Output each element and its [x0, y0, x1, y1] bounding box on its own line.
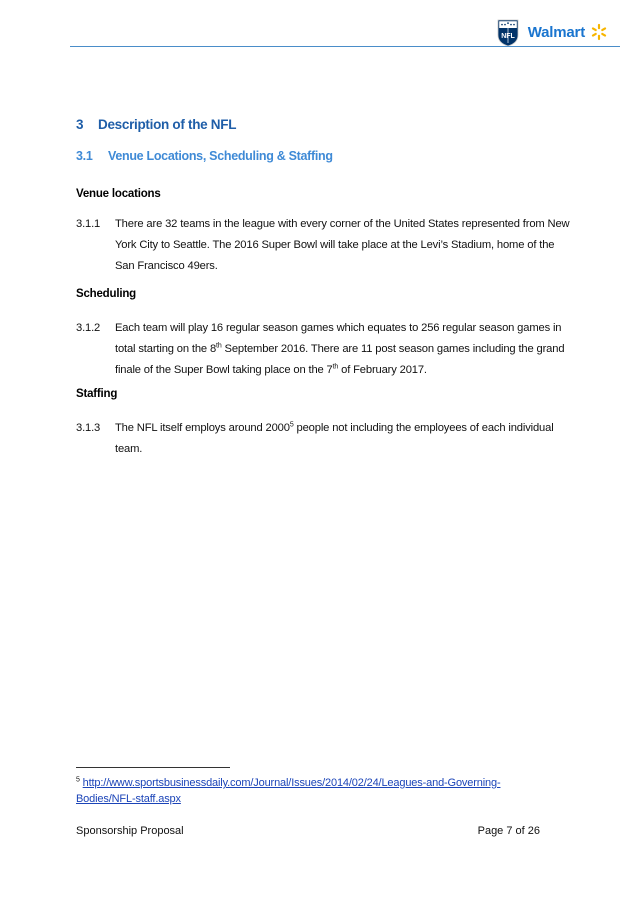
walmart-logo-text: Walmart	[527, 23, 585, 41]
paragraph-text-part: people not including the employees of each individual team.	[115, 422, 554, 455]
section-title: Description of the NFL	[98, 117, 237, 132]
paragraph-text-part: September 2016. There are 11 post season games including the grand finale of the Super Bowl taking place on the 7	[115, 343, 565, 376]
nfl-logo-text: NFL	[500, 33, 515, 40]
subsection-title: Venue Locations, Scheduling & Staffing	[108, 149, 333, 163]
section-number: 3	[76, 117, 84, 132]
paragraph-3-1-3	[76, 418, 576, 460]
page-number: Page 7 of 26	[477, 825, 540, 837]
nfl-shield-icon	[496, 17, 520, 47]
ordinal-suffix: th	[216, 342, 222, 350]
footnote-marker: 5	[76, 776, 80, 784]
paragraph-text-part: of February 2017.	[338, 364, 427, 376]
footnote-link[interactable]: http://www.sportsbusinessdaily.com/Journal/Issues/2014/02/24/Leagues-and-Governing-Bodies/NFL-staff.aspx	[76, 777, 501, 805]
paragraph-text	[115, 418, 575, 460]
subsection-number: 3.1	[76, 149, 93, 163]
paragraph-text: There are 32 teams in the league with every corner of the United States represented from New York City to Seattle. The 2016 Super Bowl will take place at the Levi’s Stadium, home of the San Francisco 49ers.	[115, 218, 570, 272]
paragraph-number: 3.1.1	[76, 218, 101, 230]
footnote-separator	[76, 767, 230, 768]
ordinal-suffix: th	[332, 363, 339, 371]
scheduling-heading: Scheduling	[76, 288, 136, 300]
footnote	[76, 775, 556, 807]
walmart-spark-icon	[590, 23, 608, 41]
staffing-heading: Staffing	[76, 388, 118, 400]
paragraph-number: 3.1.3	[76, 422, 101, 434]
paragraph-text	[115, 318, 575, 381]
subsection-heading	[76, 149, 333, 163]
header-divider	[70, 46, 620, 47]
paragraph-3-1-1	[76, 214, 576, 277]
paragraph-text-part: Each team will play 16 regular season games which equates to 256 regular season games in total starting on the 8	[115, 322, 562, 355]
venue-locations-heading: Venue locations	[76, 188, 161, 200]
footnote-reference[interactable]: 5	[289, 421, 294, 429]
paragraph-text-part: The NFL itself employs around 2000	[115, 422, 290, 434]
paragraph-3-1-2	[76, 318, 576, 381]
paragraph-number: 3.1.2	[76, 322, 101, 334]
footer-title: Sponsorship Proposal	[76, 825, 184, 837]
header-logos	[496, 14, 608, 50]
section-heading	[76, 117, 236, 132]
